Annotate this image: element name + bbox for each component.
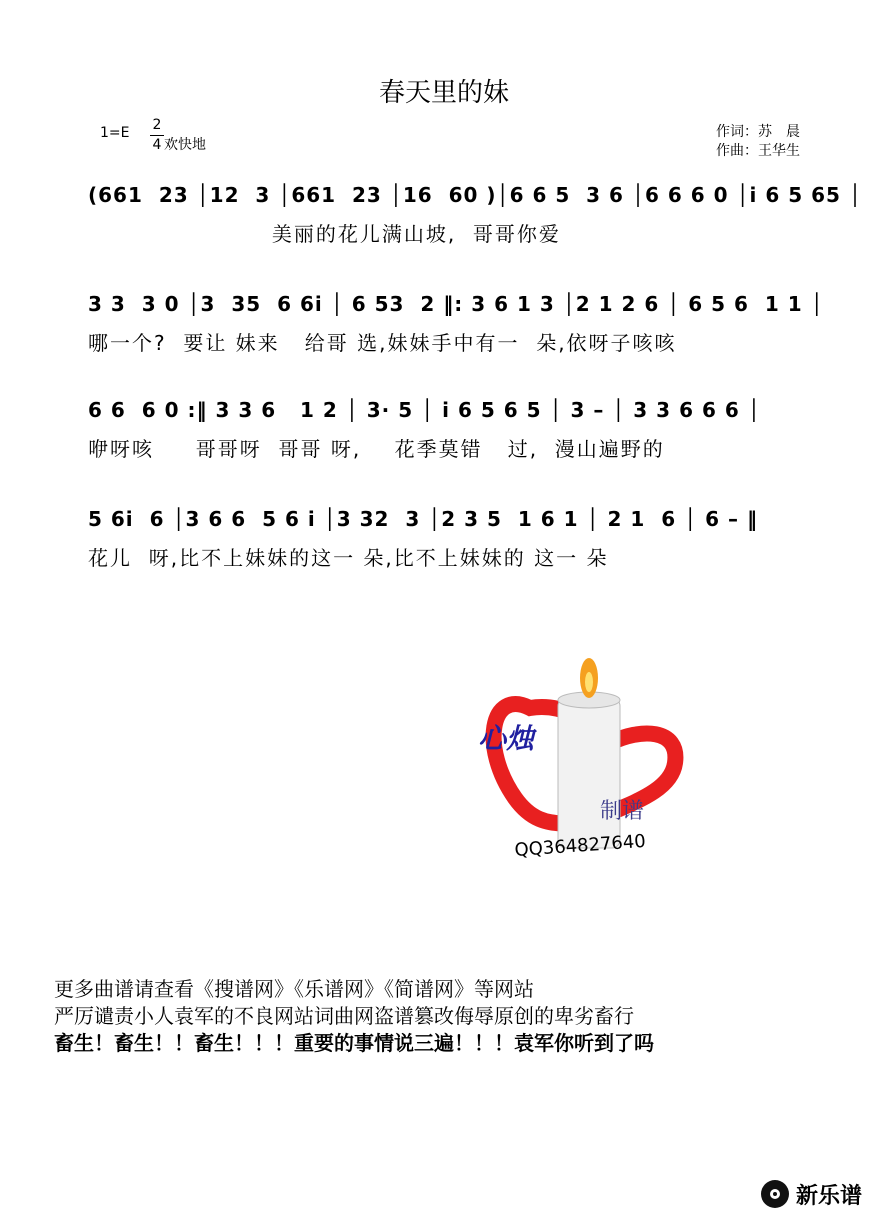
staff-line-2: 3 3 3 0 │3 35 6 6i │ 6 53 2 ‖: 3 6 1 3 │2 1 2 6 │ 6 5 6 1 1 │ [88, 292, 824, 316]
footer-line-3: 畜生！畜生！！畜生！！！重要的事情说三遍！！！袁军你听到了吗 [54, 1031, 654, 1055]
logo-script-text: 心烛 [478, 722, 535, 755]
staff-line-3: 6 6 6 0 :‖ 3 3 6 1 2 │ 3· 5 │ i 6 5 6 5 │ 3 – │ 3 3 6 6 6 │ [88, 398, 761, 422]
lyrics-line-2: 哪一个? 要让 妹来 给哥 选,妹妹手中有一 朵,依呀子咳咳 [88, 331, 677, 355]
footer-notes [54, 976, 654, 1057]
candle-logo [470, 648, 700, 863]
page-title: 春天里的妹 [378, 78, 509, 108]
key-signature: 1=E [100, 125, 130, 141]
time-signature-top: 2 [152, 117, 162, 133]
logo-qq: QQ364827640 [513, 830, 647, 861]
vinyl-record-icon [760, 1179, 790, 1209]
staff-line-1: (661 23 │12 3 │661 23 │16 60 )│6 6 5 3 6 │6 6 6 0 │i 6 5 65 │ [88, 183, 862, 207]
brand-name: 新乐谱 [796, 1183, 863, 1209]
candle-heart-icon [470, 648, 700, 863]
footer-line-2: 严厉谴责小人袁军的不良网站词曲网盗谱篡改侮辱原创的卑劣畜行 [54, 1004, 634, 1028]
composer: 作曲：王华生 [716, 143, 800, 159]
time-signature [150, 116, 164, 155]
time-signature-bottom: 4 [150, 135, 164, 155]
brand-logo [760, 1177, 862, 1211]
lyrics-line-1: 美丽的花儿满山坡, 哥哥你爱 [88, 222, 561, 246]
logo-made-by: 制谱 [600, 799, 645, 824]
footer-line-1: 更多曲谱请查看《搜谱网》《乐谱网》《简谱网》等网站 [54, 977, 534, 1001]
credits-block [716, 123, 800, 161]
lyricist: 作词：苏 晨 [716, 124, 800, 140]
lyrics-line-4: 花儿 呀,比不上妹妹的这一 朵,比不上妹妹的 这一 朵 [88, 546, 609, 570]
lyrics-line-3: 咿呀咳 哥哥呀 哥哥 呀, 花季莫错 过, 漫山遍野的 [88, 437, 665, 461]
tempo-marking: 欢快地 [164, 137, 206, 153]
staff-line-4: 5 6i 6 │3 6 6 5 6 i │3 32 3 │2 3 5 1 6 1 │ 2 1 6 │ 6 – ‖ [88, 507, 758, 531]
